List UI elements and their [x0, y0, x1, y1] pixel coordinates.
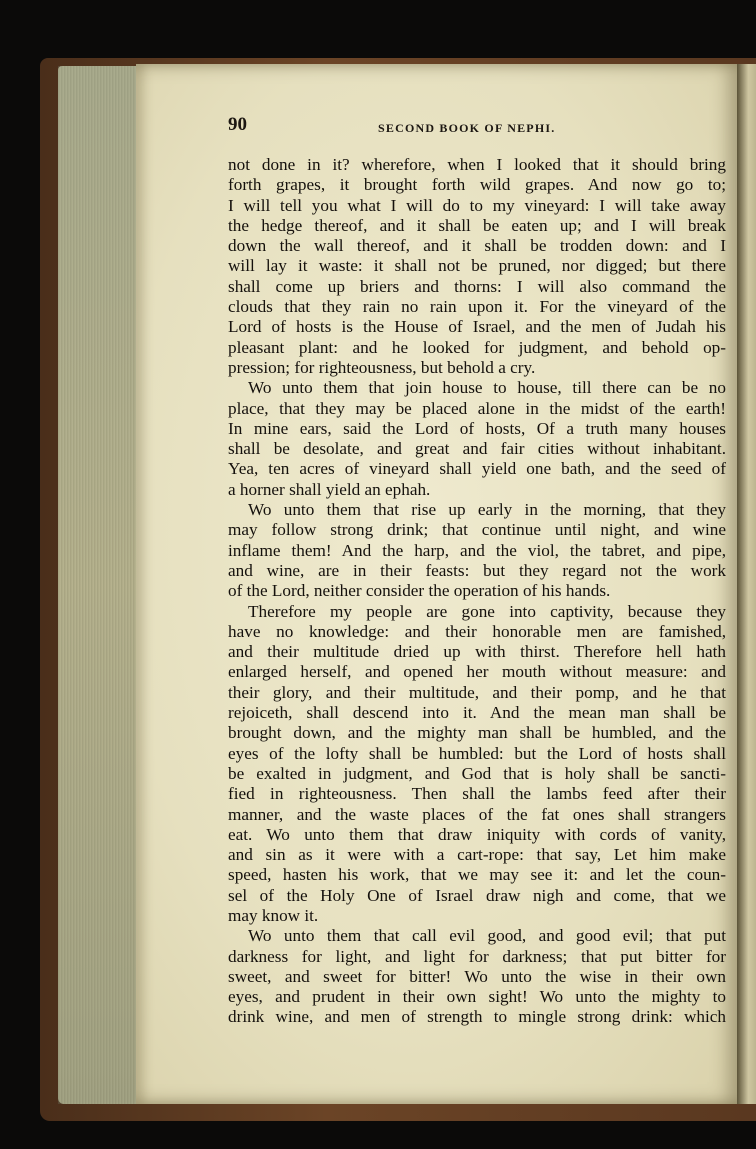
text-line: eyes of the lofty shall be humbled: but the Lord of hosts shall	[228, 743, 726, 763]
text-line: fied in righteousness. Then shall the lambs feed after their	[228, 784, 726, 804]
text-line: eyes, and prudent in their own sight! Wo unto the mighty to	[228, 987, 726, 1007]
text-line: and their multitude dried up with thirst. Therefore hell hath	[228, 642, 726, 662]
body-text	[228, 155, 726, 1028]
text-line: Lord of hosts is the House of Israel, and the men of Judah his	[228, 317, 726, 337]
text-line: a horner shall yield an ephah.	[228, 479, 431, 499]
text-line: enlarged herself, and opened her mouth without measure: and	[228, 662, 726, 682]
text-line: will lay it waste: it shall not be pruned, nor digged; but there	[228, 256, 726, 276]
text-line: Wo unto them that rise up early in the morning, that they	[248, 500, 726, 520]
text-line: of the Lord, neither consider the operation of his hands.	[228, 581, 611, 601]
text-line: Yea, ten acres of vineyard shall yield one bath, and the seed of	[228, 459, 726, 479]
text-line: manner, and the waste places of the fat ones shall strangers	[228, 804, 726, 824]
text-line: may follow strong drink; that continue until night, and wine	[228, 520, 726, 540]
text-line: not done in it? wherefore, when I looked that it should bring	[228, 155, 726, 174]
text-line: speed, hasten his work, that we may see it: and let the coun-	[228, 865, 726, 885]
text-line: have no knowledge: and their honorable men are famished,	[228, 621, 726, 641]
text-line: inflame them! And the harp, and the viol, the tabret, and pipe,	[228, 540, 726, 560]
text-line: darkness for light, and light for darkness; that put bitter for	[228, 946, 726, 966]
text-line: may know it.	[228, 905, 319, 925]
text-line: sel of the Holy One of Israel draw nigh and come, that we	[228, 885, 726, 905]
text-line: drink wine, and men of strength to mingle strong drink: which	[228, 1007, 726, 1027]
running-head: SECOND BOOK OF NEPHI.	[378, 121, 556, 135]
text-line: forth grapes, it brought forth wild grapes. And now go to;	[228, 175, 726, 195]
text-line: I will tell you what I will do to my vineyard: I will take away	[228, 195, 726, 215]
text-line: down the wall thereof, and it shall be trodden down: and I	[228, 236, 726, 256]
text-line: be exalted in judgment, and God that is holy shall be sancti-	[228, 763, 726, 783]
text-line: pleasant plant: and he looked for judgment, and behold op-	[228, 337, 726, 357]
book-gutter	[737, 64, 756, 1104]
text-line: and wine, are in their feasts: but they regard not the work	[228, 560, 726, 580]
text-line: rejoiceth, shall descend into it. And the mean man shall be	[228, 703, 726, 723]
text-line: sweet, and sweet for bitter! Wo unto the wise in their own	[228, 966, 726, 986]
paragraph	[228, 500, 726, 601]
text-line: eat. Wo unto them that draw iniquity with cords of vanity,	[228, 824, 726, 844]
page-edges	[58, 66, 140, 1104]
page-header	[228, 114, 728, 142]
paragraph	[228, 602, 726, 927]
paragraph	[228, 155, 726, 378]
text-line: Wo unto them that call evil good, and good evil; that put	[248, 926, 726, 946]
text-line: brought down, and the mighty man shall be humbled, and the	[228, 723, 726, 743]
paragraph	[228, 378, 726, 500]
text-line: place, that they may be placed alone in the midst of the earth!	[228, 398, 726, 418]
text-line: Therefore my people are gone into captivity, because they	[248, 601, 726, 621]
text-line: and sin as it were with a cart-rope: that say, Let him make	[228, 845, 726, 865]
text-line: Wo unto them that join house to house, till there can be no	[248, 378, 726, 398]
paragraph	[228, 926, 726, 1027]
text-line: pression; for righteousness, but behold a cry.	[228, 357, 536, 377]
text-line: the hedge thereof, and it shall be eaten up; and I will break	[228, 215, 726, 235]
text-line: In mine ears, said the Lord of hosts, Of a truth many houses	[228, 418, 726, 438]
text-line: shall come up briers and thorns: I will also command the	[228, 276, 726, 296]
page-number: 90	[228, 114, 247, 135]
text-line: their glory, and their multitude, and their pomp, and he that	[228, 682, 726, 702]
text-line: shall be desolate, and great and fair cities without inhabitant.	[228, 439, 726, 459]
text-line: clouds that they rain no rain upon it. For the vineyard of the	[228, 297, 726, 317]
